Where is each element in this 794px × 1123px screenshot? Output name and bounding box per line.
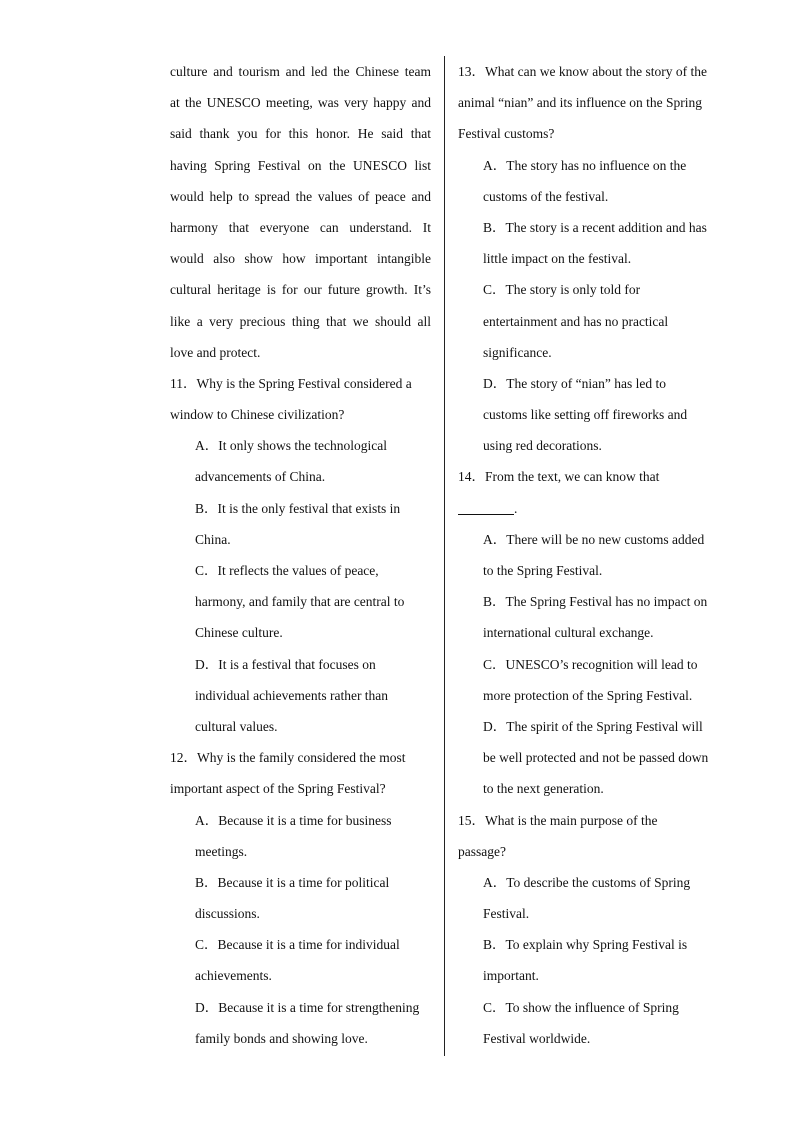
option-c[interactable]: C．UNESCO’s recognition will lead to more protection of the Spring Festival. — [483, 656, 698, 703]
column-divider — [444, 56, 445, 1056]
left-column — [170, 56, 431, 1054]
option-d[interactable]: D．Because it is a time for strengthening family bonds and showing love. — [195, 999, 420, 1046]
option-b[interactable]: B．Because it is a time for political discussions. — [195, 874, 390, 922]
option-c[interactable]: C．Because it is a time for individual achievements. — [195, 937, 400, 984]
passage-line: would also show how important intangible — [170, 251, 431, 267]
question-stem: 14．From the text, we can know that — [458, 469, 660, 485]
passage-line: love and protect. — [170, 344, 261, 360]
passage-line: harmony that everyone can understand. It — [170, 219, 431, 235]
question-stem: animal “nian” and its influence on the Spring — [458, 95, 703, 111]
question-stem: important aspect of the Spring Festival? — [170, 781, 386, 797]
passage-line: would help to spread the values of peace and — [170, 188, 431, 204]
question-stem: 15．What is the main purpose of the — [458, 812, 658, 828]
right-column — [458, 56, 720, 1054]
option-a[interactable]: A．To describe the customs of Spring Festival. — [483, 874, 691, 922]
option-a[interactable]: A．The story has no influence on the customs of the festival. — [483, 157, 687, 204]
passage-line: culture and tourism and led the Chinese team — [170, 64, 431, 79]
passage-line: like a very precious thing that we should all — [170, 313, 431, 329]
question-stem: window to Chinese civilization? — [170, 407, 345, 423]
passage-line: at the UNESCO meeting, was very happy and — [170, 95, 431, 111]
question-12 — [170, 742, 431, 1054]
option-a[interactable]: A．There will be no new customs added to the Spring Festival. — [483, 531, 705, 578]
question-13 — [458, 56, 720, 461]
option-a[interactable]: A．Because it is a time for business meetings. — [195, 812, 392, 859]
passage-line: having Spring Festival on the UNESCO list — [170, 157, 431, 173]
option-b[interactable]: B．To explain why Spring Festival is important. — [483, 937, 688, 984]
option-c[interactable]: C．It reflects the values of peace, harmony, and family that are central to Chinese culture. — [195, 563, 405, 641]
passage-line: said thank you for this honor. He said that — [170, 126, 431, 142]
question-stem-blank-line: . — [458, 493, 720, 524]
option-c[interactable]: C．To show the influence of Spring Festival worldwide. — [483, 999, 679, 1046]
option-d[interactable]: D．The spirit of the Spring Festival will be well protected and not be passed down to the next generation. — [483, 718, 709, 797]
question-14 — [458, 461, 720, 804]
question-11 — [170, 368, 431, 742]
question-15 — [458, 805, 720, 1055]
question-stem: passage? — [458, 843, 506, 859]
option-a[interactable]: A．It only shows the technological advancements of China. — [195, 438, 387, 485]
question-stem: 12．Why is the family considered the most — [170, 750, 406, 766]
passage-excerpt — [170, 56, 431, 368]
option-b[interactable]: B．It is the only festival that exists in China. — [195, 500, 401, 547]
answer-blank — [458, 498, 514, 515]
option-c[interactable]: C．The story is only told for entertainment and has no practical significance. — [483, 282, 669, 360]
question-stem: 13．What can we know about the story of the — [458, 64, 707, 79]
passage-line: cultural heritage is for our future growth. It’s — [170, 282, 431, 298]
option-d[interactable]: D．The story of “nian” has led to customs like setting off fireworks and using red decorations. — [483, 375, 688, 454]
option-d[interactable]: D．It is a festival that focuses on individual achievements rather than cultural values. — [195, 656, 389, 734]
option-b[interactable]: B．The story is a recent addition and has little impact on the festival. — [483, 219, 707, 267]
option-b[interactable]: B．The Spring Festival has no impact on international cultural exchange. — [483, 594, 708, 641]
question-stem: Festival customs? — [458, 126, 555, 142]
question-stem: 11．Why is the Spring Festival considered a — [170, 375, 412, 391]
